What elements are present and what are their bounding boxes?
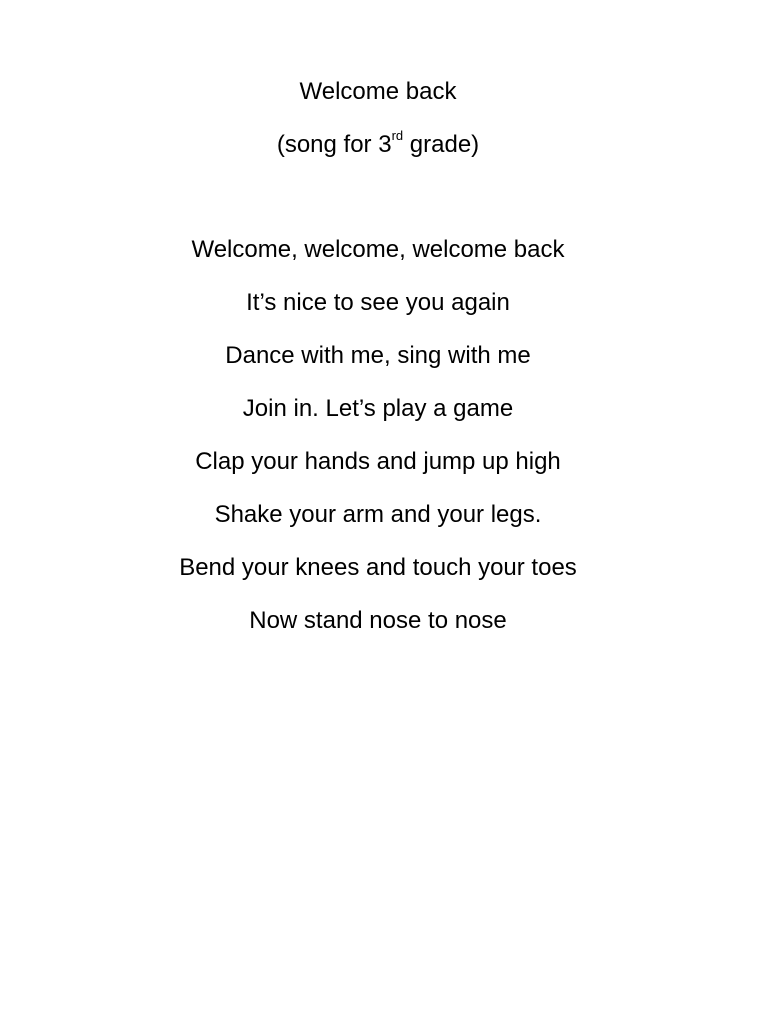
subtitle-superscript: rd bbox=[391, 128, 404, 143]
lyric-line: Shake your arm and your legs. bbox=[214, 501, 542, 528]
subtitle-prefix: (song for 3 bbox=[276, 131, 392, 158]
song-subtitle bbox=[0, 130, 762, 160]
lyric-line: Dance with me, sing with me bbox=[225, 342, 531, 369]
song-title: Welcome back bbox=[299, 78, 457, 105]
lyric-line: Bend your knees and touch your toes bbox=[179, 554, 577, 581]
lyric-line: Join in. Let’s play a game bbox=[242, 395, 514, 422]
lyric-line: Clap your hands and jump up high bbox=[195, 448, 561, 475]
lyric-line: Welcome, welcome, welcome back bbox=[191, 236, 565, 263]
subtitle-suffix: grade) bbox=[403, 131, 480, 158]
lyric-line: Now stand nose to nose bbox=[249, 607, 507, 634]
lyric-line: It’s nice to see you again bbox=[246, 289, 510, 316]
